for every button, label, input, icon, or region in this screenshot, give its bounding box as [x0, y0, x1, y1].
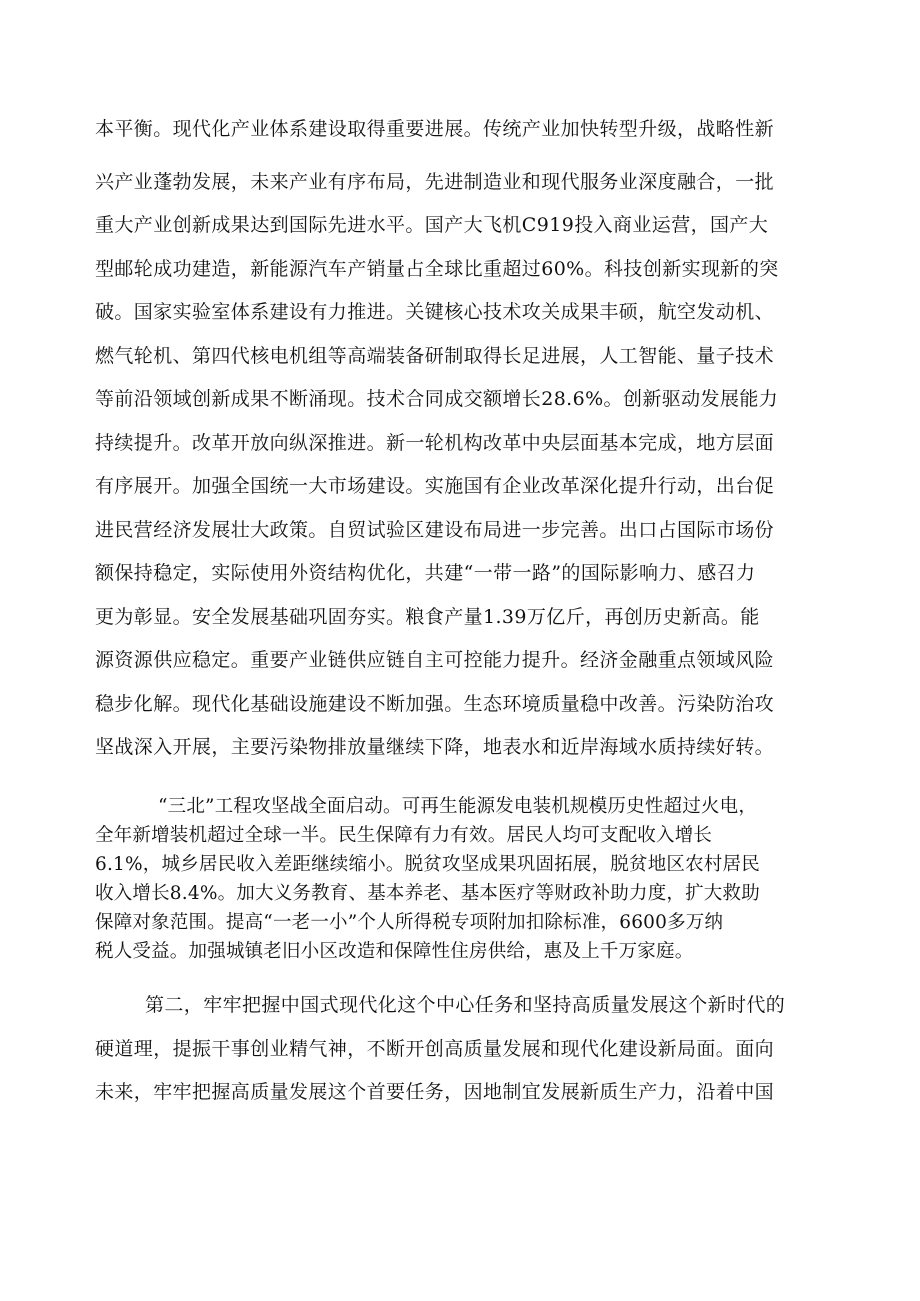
paragraph-1-line: 持续提升。改革开放向纵深推进。新一轮机构改革中央层面基本完成，地方层面: [95, 432, 775, 454]
paragraph-3-line: 硬道理，提振干事创业精气神，不断开创高质量发展和现代化建设新局面。面向: [95, 1038, 775, 1060]
paragraph-2-line: 收入增长8.4%。加大义务教育、基本养老、基本医疗等财政补助力度，扩大救助: [95, 883, 760, 904]
paragraph-2-line: 6.1%，城乡居民收入差距继续缩小。脱贫攻坚成果巩固拓展，脱贫地区农村居民: [95, 854, 760, 875]
paragraph-1-line: 本平衡。现代化产业体系建设取得重要进展。传统产业加快转型升级，战略性新: [95, 118, 775, 140]
paragraph-3-line: 未来，牢牢把握高质量发展这个首要任务，因地制宜发展新质生产力，沿着中国: [95, 1081, 775, 1103]
paragraph-1-line: 重大产业创新成果达到国际先进水平。国产大飞机C919投入商业运营，国产大: [95, 214, 769, 236]
paragraph-1-line: 源资源供应稳定。重要产业链供应链自主可控能力提升。经济金融重点领域风险: [95, 649, 775, 671]
paragraph-3-line: 第二，牢牢把握中国式现代化这个中心任务和坚持高质量发展这个新时代的: [145, 994, 786, 1016]
paragraph-1-line: 等前沿领域创新成果不断涌现。技术合同成交额增长28.6%。创新驱动发展能力: [95, 388, 779, 410]
paragraph-2-line: 税人受益。加强城镇老旧小区改造和保障性住房供给，惠及上千万家庭。: [95, 941, 694, 962]
paragraph-1-line: 有序展开。加强全国统一大市场建设。实施国有企业改革深化提升行动，出台促: [95, 475, 775, 497]
paragraph-1-line: 稳步化解。现代化基础设施建设不断加强。生态环境质量稳中改善。污染防治攻: [95, 693, 775, 715]
paragraph-1-line: 型邮轮成功建造，新能源汽车产销量占全球比重超过60%。科技创新实现新的突: [95, 258, 779, 280]
paragraph-2-line: 保障对象范围。提高“一老一小”个人所得税专项附加扣除标准，6600多万纳: [95, 912, 724, 933]
paragraph-1-line: 更为彰显。安全发展基础巩固夯实。粮食产量1.39万亿斤，再创历史新高。能: [95, 606, 760, 628]
paragraph-1-line: 坚战深入开展，主要污染物排放量继续下降，地表水和近岸海域水质持续好转。: [95, 736, 775, 758]
paragraph-1-line: 破。国家实验室体系建设有力推进。关键核心技术攻关成果丰硕，航空发动机、: [95, 301, 775, 323]
paragraph-1-line: 燃气轮机、第四代核电机组等高端装备研制取得长足进展，人工智能、量子技术: [95, 345, 775, 367]
paragraph-2-line: “三北”工程攻坚战全面启动。可再生能源发电装机规模历史性超过火电，: [158, 796, 758, 817]
paragraph-1-line: 兴产业蓬勃发展，未来产业有序布局，先进制造业和现代服务业深度融合，一批: [95, 171, 775, 193]
paragraph-2-line: 全年新增装机超过全球一半。民生保障有力有效。居民人均可支配收入增长: [95, 825, 713, 846]
paragraph-1-line: 额保持稳定，实际使用外资结构优化，共建“一带一路”的国际影响力、感召力: [95, 562, 756, 584]
paragraph-1-line: 进民营经济发展壮大政策。自贸试验区建设布局进一步完善。出口占国际市场份: [95, 519, 775, 541]
